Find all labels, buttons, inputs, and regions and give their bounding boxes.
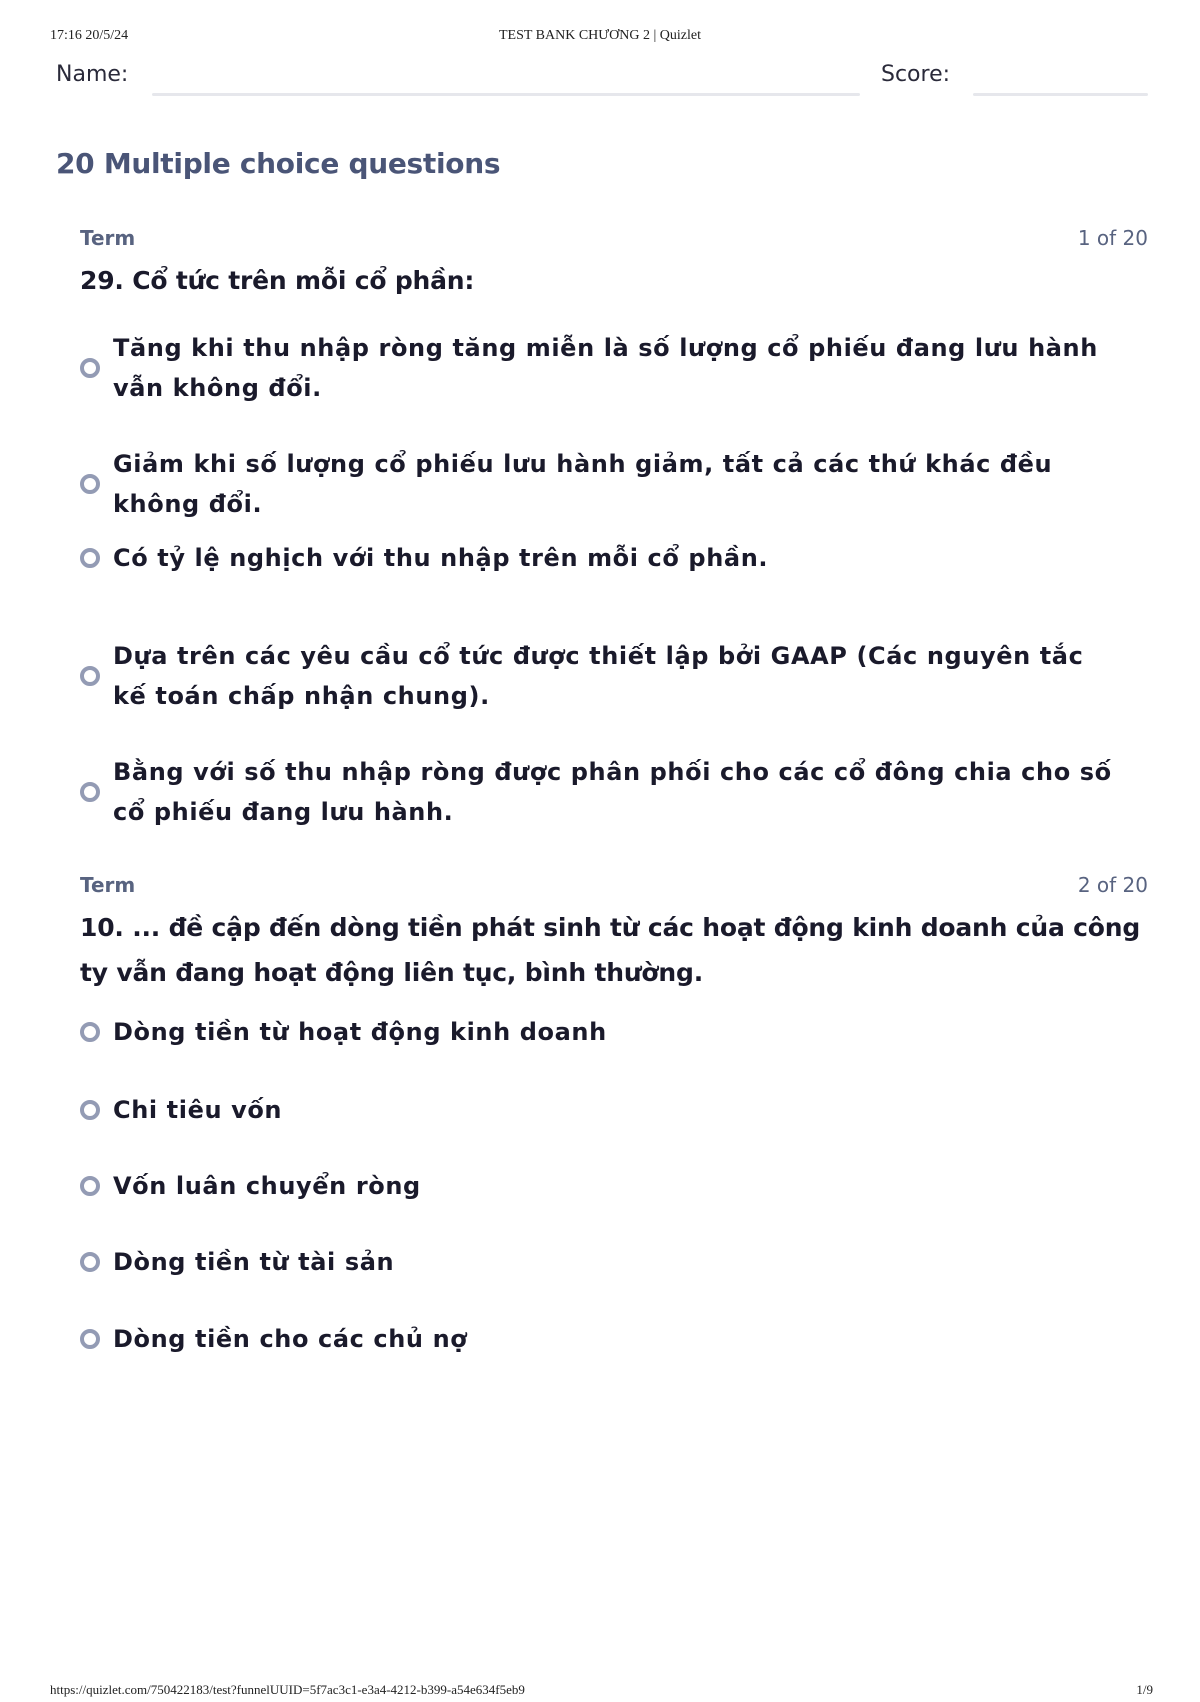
print-title: TEST BANK CHƯƠNG 2 | Quizlet bbox=[498, 28, 701, 43]
question-text: 29. Cổ tức trên mỗi cổ phần: bbox=[80, 266, 475, 295]
answer-option-text: Dòng tiền từ hoạt động kinh doanh bbox=[113, 1018, 607, 1046]
term-row bbox=[80, 226, 1148, 252]
answer-option-text: Có tỷ lệ nghịch với thu nhập trên mỗi cổ phần. bbox=[113, 544, 769, 572]
question-text: 10. ... đề cập đến dòng tiền phát sinh từ các hoạt động kinh doanh của công ty vẫn đang hoạt động liên tục, bình thường. bbox=[80, 913, 1141, 987]
answer-option[interactable] bbox=[80, 328, 1148, 408]
radio-button-icon[interactable] bbox=[80, 1176, 100, 1196]
name-score-row bbox=[56, 62, 1148, 102]
question-counter: 1 of 20 bbox=[1077, 226, 1148, 250]
score-label: Score: bbox=[881, 62, 951, 87]
answer-option-text: Bằng với số thu nhập ròng được phân phối cho các cổ đông chia cho số cổ phiếu đang lưu hành. bbox=[113, 758, 1112, 826]
answer-option-text: Dòng tiền cho các chủ nợ bbox=[113, 1325, 468, 1353]
term-row bbox=[80, 873, 1148, 899]
radio-button-icon[interactable] bbox=[80, 666, 100, 686]
print-header bbox=[0, 28, 1200, 48]
radio-button-icon[interactable] bbox=[80, 1252, 100, 1272]
radio-button-icon[interactable] bbox=[80, 1329, 100, 1349]
radio-button-icon[interactable] bbox=[80, 358, 100, 378]
answer-option[interactable] bbox=[80, 1319, 1148, 1359]
answer-option-text: Dòng tiền từ tài sản bbox=[113, 1248, 395, 1276]
answer-option[interactable] bbox=[80, 752, 1148, 832]
answer-option-text: Giảm khi số lượng cổ phiếu lưu hành giảm, tất cả các thứ khác đều không đổi. bbox=[113, 450, 1053, 518]
answer-option[interactable] bbox=[80, 636, 1148, 716]
section-title: 20 Multiple choice questions bbox=[56, 147, 501, 180]
question-card bbox=[80, 226, 1148, 826]
answer-option[interactable] bbox=[80, 1166, 1148, 1206]
question-card bbox=[80, 873, 1148, 1373]
radio-button-icon[interactable] bbox=[80, 1022, 100, 1042]
term-label: Term bbox=[80, 873, 136, 897]
answer-option[interactable] bbox=[80, 1242, 1148, 1282]
answer-option[interactable] bbox=[80, 538, 1148, 578]
page-url[interactable]: https://quizlet.com/750422183/test?funnelUUID=5f7ac3c1-e3a4-4212-b399-a54e634f5eb9 bbox=[50, 1682, 525, 1697]
score-field[interactable] bbox=[973, 93, 1148, 96]
name-field[interactable] bbox=[152, 93, 860, 96]
answer-option-text: Tăng khi thu nhập ròng tăng miễn là số lượng cổ phiếu đang lưu hành vẫn không đổi. bbox=[113, 334, 1098, 402]
page-number: 1/9 bbox=[1136, 1682, 1153, 1697]
radio-button-icon[interactable] bbox=[80, 474, 100, 494]
answer-option-text: Dựa trên các yêu cầu cổ tức được thiết lập bởi GAAP (Các nguyên tắc kế toán chấp nhận chung). bbox=[113, 642, 1084, 710]
radio-button-icon[interactable] bbox=[80, 782, 100, 802]
answer-option-text: Vốn luân chuyển ròng bbox=[113, 1172, 421, 1200]
radio-button-icon[interactable] bbox=[80, 1100, 100, 1120]
answer-option-text: Chi tiêu vốn bbox=[113, 1096, 283, 1124]
answer-option[interactable] bbox=[80, 444, 1148, 524]
print-footer bbox=[0, 1682, 1200, 1702]
question-counter: 2 of 20 bbox=[1077, 873, 1148, 897]
term-label: Term bbox=[80, 226, 136, 250]
print-datetime: 17:16 20/5/24 bbox=[50, 28, 129, 43]
answer-option[interactable] bbox=[80, 1090, 1148, 1130]
radio-button-icon[interactable] bbox=[80, 548, 100, 568]
name-label: Name: bbox=[56, 62, 129, 87]
answer-option[interactable] bbox=[80, 1012, 1148, 1052]
